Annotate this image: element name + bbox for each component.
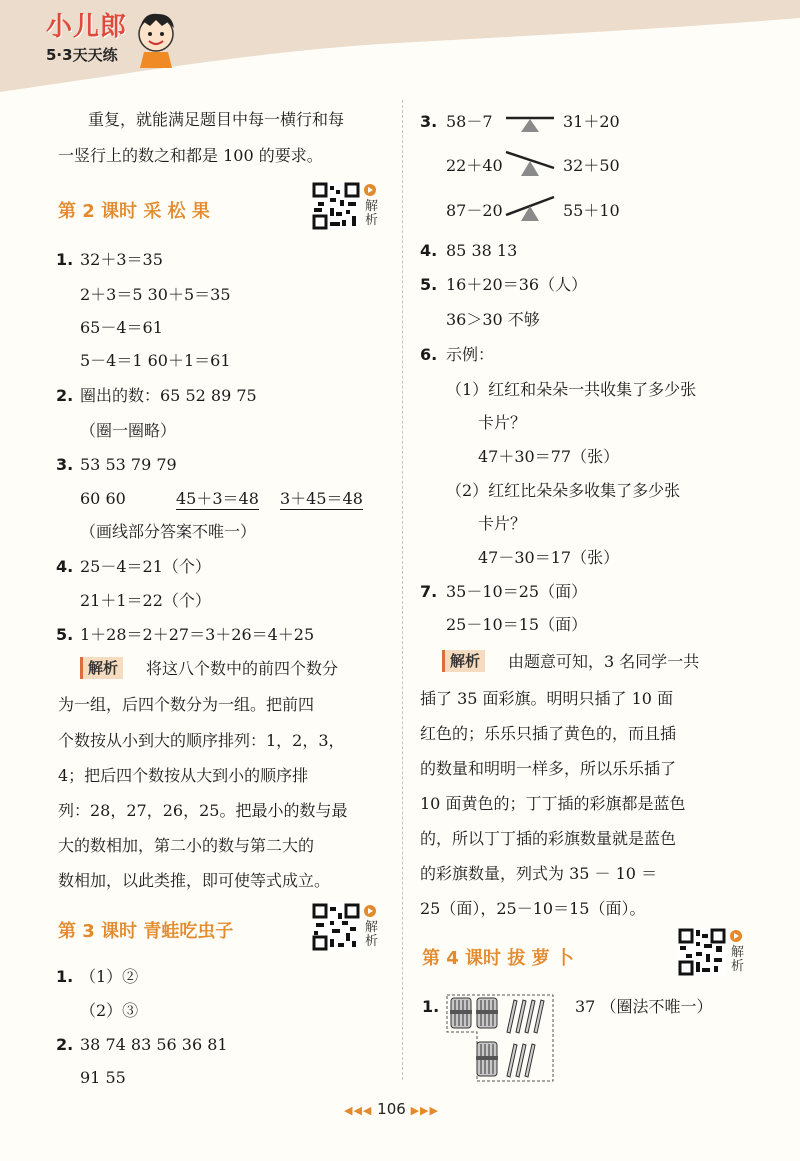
answer-line: （1）② — [80, 967, 139, 986]
answer-line: （2）红红比朵朵多收集了多少张 — [446, 481, 681, 500]
answer-line: 38 74 83 56 36 81 — [80, 1035, 228, 1054]
stick-bundle-icon — [450, 998, 472, 1028]
answer-line: 5－4＝1 60＋1＝61 — [80, 351, 231, 370]
analysis-line: 25（面），25－10＝15（面）。 — [420, 899, 646, 918]
answer-line: 25－10＝15（面） — [446, 615, 588, 634]
analysis-line: 列：28，27，26，25。把最小的数与最 — [58, 801, 348, 820]
answer-line: （1）红红和朵朵一共收集了多少张 — [446, 380, 697, 399]
analysis-line: 10 面黄色的；丁丁插的彩旗都是蓝色 — [420, 794, 686, 813]
answer-line: 37 （圈法不唯一） — [575, 997, 713, 1016]
qr-label: 解析 — [731, 945, 745, 974]
answer-line: 47－30＝17（张） — [478, 548, 620, 567]
analysis-line: 由题意可知，3 名同学一共 — [508, 652, 700, 671]
balance-left: 58－7 — [446, 112, 493, 131]
analysis-line: 插了 35 面彩旗。明明只插了 10 面 — [420, 689, 674, 708]
answer-line: 32＋3＝35 — [80, 250, 163, 269]
page-number: ◀◀◀ 106 ▶▶▶ — [344, 1100, 439, 1118]
answer-line: 85 38 13 — [446, 241, 518, 260]
question-number: 7. — [420, 582, 438, 601]
analysis-line: 的，所以丁丁插的彩旗数量就是蓝色 — [420, 829, 677, 848]
answer-line: 91 55 — [80, 1068, 126, 1087]
left-arrows-icon: ◀◀◀ — [344, 1104, 373, 1117]
question-number: 4. — [420, 241, 438, 260]
analysis-line: 数相加，以此类推，即可使等式成立。 — [58, 871, 331, 890]
right-arrows-icon: ▶▶▶ — [410, 1104, 439, 1117]
mascot-icon — [132, 8, 182, 68]
question-number: 5. — [420, 275, 438, 294]
answer-line: 60 60 — [80, 489, 126, 508]
analysis-tag: 解析 — [80, 657, 123, 679]
answer-line: 36＞30 不够 — [446, 310, 540, 329]
logo: 小儿郎 — [46, 12, 128, 42]
answer-line: 25－4＝21（个） — [80, 557, 211, 576]
balance-tilt-right-icon — [504, 148, 556, 180]
answer-line: 2＋3＝5 30＋5＝35 — [80, 285, 231, 304]
question-number: 2. — [56, 386, 74, 405]
balance-tilt-left-icon — [504, 193, 556, 225]
single-sticks-icon — [507, 1000, 544, 1077]
balance-level-icon — [504, 112, 556, 134]
qr-code-icon[interactable] — [312, 182, 360, 230]
analysis-tag: 解析 — [442, 650, 485, 672]
question-number: 1. — [422, 997, 440, 1016]
balance-right: 55＋10 — [563, 201, 620, 220]
question-number: 1. — [56, 250, 74, 269]
qr-code-icon[interactable] — [678, 928, 726, 976]
play-icon[interactable] — [364, 905, 376, 917]
question-number: 3. — [56, 455, 74, 474]
analysis-line: 4；把后四个数按从大到小的顺序排 — [58, 766, 309, 785]
underlined-equation: 3＋45＝48 — [280, 489, 363, 508]
answer-line: 16＋20＝36（人） — [446, 275, 588, 294]
lesson-4-title: 第 4 课时 拔 萝 卜 — [422, 948, 574, 969]
lesson-2-title: 第 2 课时 采 松 果 — [58, 201, 210, 222]
answer-note: （画线部分答案不唯一） — [80, 522, 257, 541]
question-number: 5. — [56, 625, 74, 644]
question-number: 1. — [56, 967, 74, 986]
stick-bundle-icon — [476, 998, 498, 1028]
answer-line: （圈一圈略） — [80, 421, 177, 440]
qr-label: 解析 — [365, 199, 379, 228]
answer-line: 卡片？ — [478, 413, 527, 432]
answer-line: 35－10＝25（面） — [446, 582, 588, 601]
analysis-line: 的彩旗数量，列式为 35 － 10 ＝ — [420, 864, 658, 883]
intro-line: 重复，就能满足题目中每一横行和每 — [88, 110, 345, 129]
qr-code-icon[interactable] — [312, 903, 360, 951]
play-icon[interactable] — [364, 184, 376, 196]
lesson-3-title: 第 3 课时 青蛙吃虫子 — [58, 921, 234, 942]
answer-line: （2）③ — [80, 1001, 139, 1020]
analysis-line: 为一组，后四个数分为一组。把前四 — [58, 695, 315, 714]
intro-line: 一竖行上的数之和都是 100 的要求。 — [58, 146, 323, 165]
underlined-equation: 45＋3＝48 — [176, 489, 259, 508]
play-icon[interactable] — [730, 930, 742, 942]
logo-subtitle: 5·3天天练 — [46, 46, 118, 64]
answer-line: 47＋30＝77（张） — [478, 447, 620, 466]
answer-line: 1＋28＝2＋27＝3＋26＝4＋25 — [80, 625, 315, 644]
balance-right: 31＋20 — [563, 112, 620, 131]
analysis-line: 的数量和明明一样多，所以乐乐插了 — [420, 759, 677, 778]
qr-label: 解析 — [365, 920, 379, 949]
answer-line: 21＋1＝22（个） — [80, 591, 211, 610]
question-number: 2. — [56, 1035, 74, 1054]
bundles-and-sticks-figure — [444, 992, 556, 1084]
stick-bundle-icon — [476, 1042, 498, 1076]
question-number: 6. — [420, 345, 438, 364]
answer-line: 53 53 79 79 — [80, 455, 177, 474]
balance-right: 32＋50 — [563, 156, 620, 175]
analysis-line: 将这八个数中的前四个数分 — [146, 659, 339, 678]
balance-left: 22＋40 — [446, 156, 503, 175]
question-number: 3. — [420, 112, 438, 131]
balance-left: 87－20 — [446, 201, 503, 220]
answer-line: 示例： — [446, 345, 495, 364]
question-number: 4. — [56, 557, 74, 576]
analysis-line: 个数按从小到大的顺序排列：1，2，3， — [58, 731, 345, 750]
answer-line: 卡片？ — [478, 514, 527, 533]
analysis-line: 红色的；乐乐只插了黄色的，而且插 — [420, 724, 677, 743]
answer-line: 65－4＝61 — [80, 318, 163, 337]
answer-line: 圈出的数：65 52 89 75 — [80, 386, 257, 405]
column-divider — [402, 100, 403, 1080]
analysis-line: 大的数相加，第二小的数与第二大的 — [58, 836, 315, 855]
